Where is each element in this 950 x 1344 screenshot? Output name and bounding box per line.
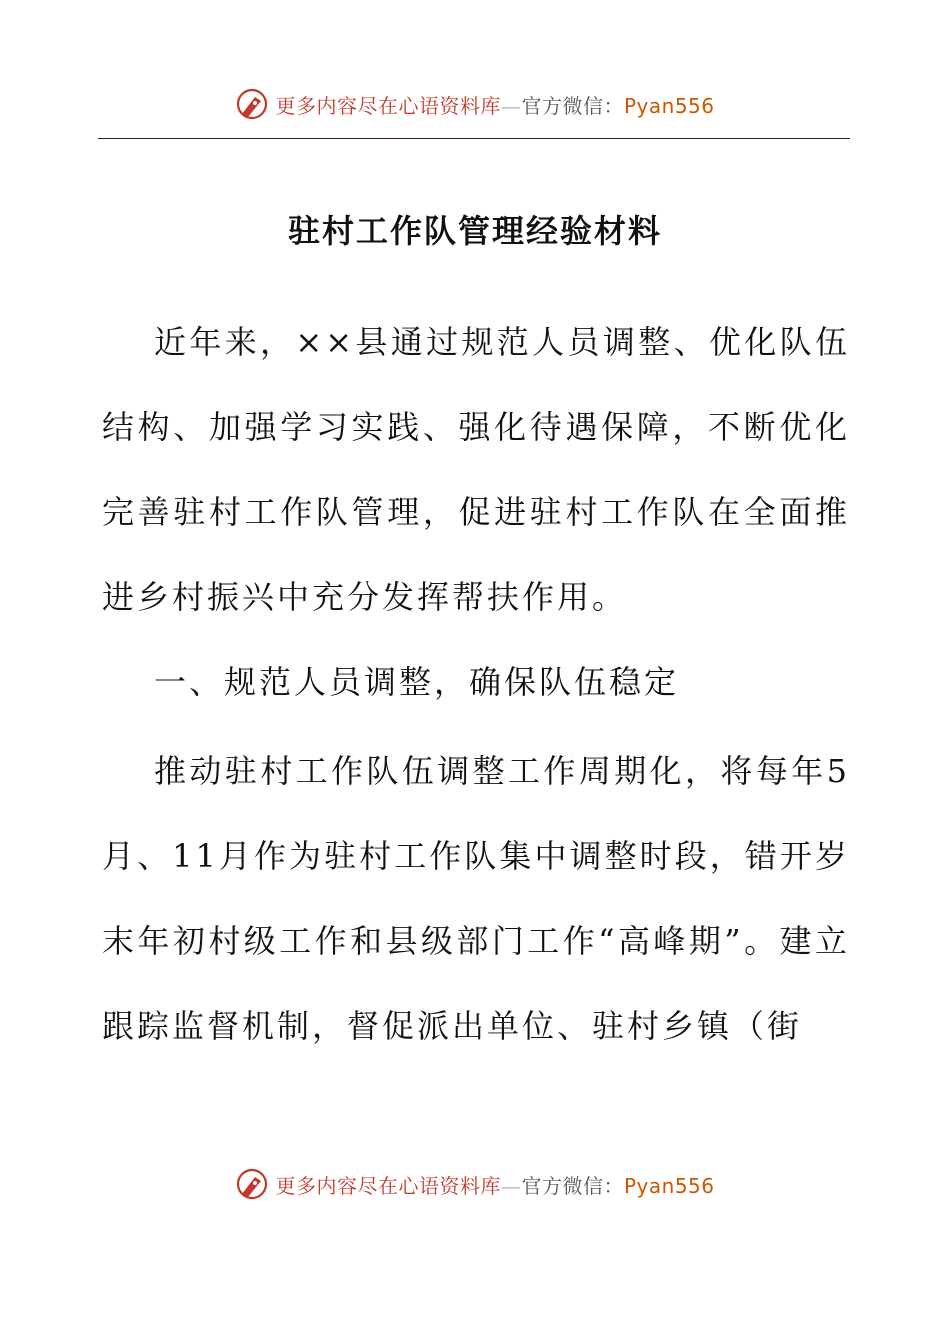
header-banner bbox=[0, 84, 950, 124]
header-wechat-label: 官方微信： bbox=[521, 93, 624, 118]
intro-paragraph: 近年来，××县通过规范人员调整、优化队伍结构、加强学习实践、强化待遇保障，不断优化完善驻村工作队管理，促进驻村工作队在全面推进乡村振兴中充分发挥帮扶作用。 bbox=[102, 323, 850, 616]
footer-wechat-label: 官方微信： bbox=[521, 1173, 624, 1198]
footer-text bbox=[275, 1170, 714, 1199]
header-text bbox=[275, 90, 714, 119]
footer-dash: — bbox=[500, 1173, 522, 1198]
footer-text-main: 更多内容尽在心语资料库 bbox=[275, 1173, 501, 1198]
pen-nib-icon bbox=[235, 87, 269, 121]
section-paragraph: 推动驻村工作队伍调整工作周期化，将每年5月、11月作为驻村工作队集中调整时段，错开岁末年初村级工作和县级部门工作“高峰期”。建立跟踪监督机制，督促派出单位、驻村乡镇（街 bbox=[102, 752, 850, 1045]
header-divider bbox=[98, 138, 850, 139]
footer-banner bbox=[0, 1164, 950, 1204]
document-body bbox=[102, 300, 850, 1069]
pen-nib-icon bbox=[235, 1167, 269, 1201]
header-text-main: 更多内容尽在心语资料库 bbox=[275, 93, 501, 118]
section-heading: 一、规范人员调整，确保队伍稳定 bbox=[154, 663, 680, 701]
document-title: 驻村工作队管理经验材料 bbox=[287, 212, 662, 250]
header-account: Pyan556 bbox=[623, 93, 715, 118]
header-dash: — bbox=[500, 93, 522, 118]
footer-account: Pyan556 bbox=[623, 1173, 715, 1198]
